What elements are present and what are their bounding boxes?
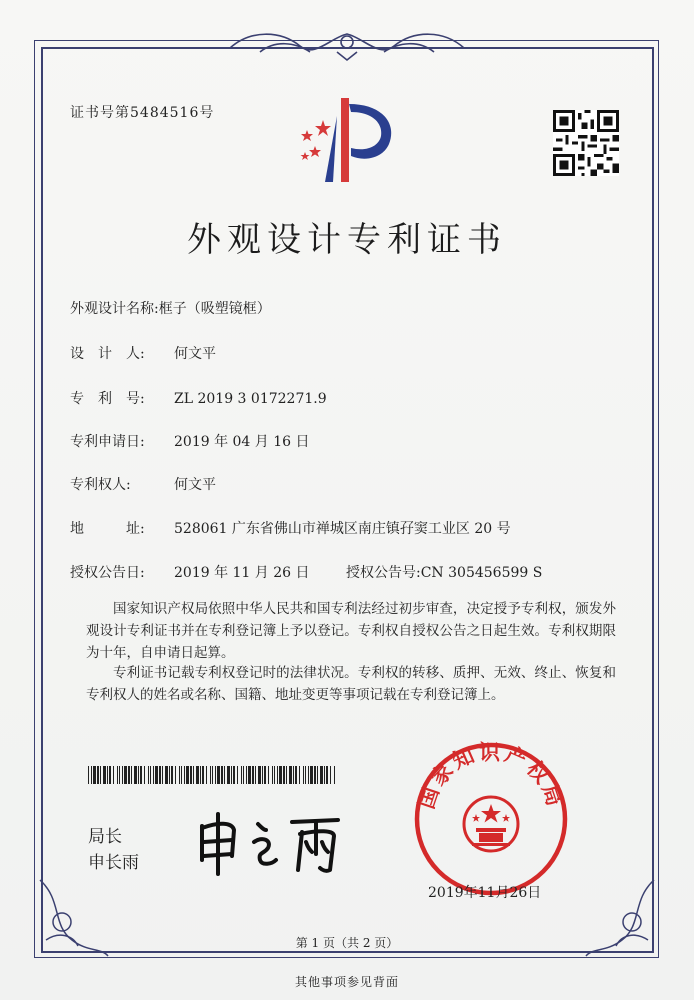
barcode-bar xyxy=(221,766,223,784)
barcode-bar xyxy=(93,766,96,784)
barcode-bar xyxy=(314,766,316,784)
barcode-bar xyxy=(231,766,232,784)
barcode-bar xyxy=(155,766,158,784)
barcode-bar xyxy=(320,766,323,784)
barcode-bar xyxy=(241,766,242,784)
barcode-bar xyxy=(140,766,142,784)
patent-number-label: 专 利 号: xyxy=(70,391,145,407)
barcode-bar xyxy=(210,766,211,784)
barcode-bar xyxy=(169,766,170,784)
barcode-bar xyxy=(91,766,92,784)
barcode-bar xyxy=(184,766,185,784)
barcode-bar xyxy=(202,766,204,784)
barcode-bar xyxy=(103,766,106,784)
barcode-bar xyxy=(243,766,244,784)
barcode-bar xyxy=(109,766,111,784)
barcode-bar xyxy=(97,766,99,784)
barcode-bar xyxy=(252,766,254,784)
cnipa-logo-icon xyxy=(293,96,403,184)
signatory-name: 申长雨 xyxy=(88,853,139,873)
barcode-bar xyxy=(122,766,123,784)
barcode-bar xyxy=(193,766,194,784)
barcode-bar xyxy=(317,766,318,784)
barcode-bar xyxy=(262,766,263,784)
qr-code xyxy=(553,110,619,176)
barcode-bar xyxy=(179,766,180,784)
design-name-value: 框子（吸塑镜框） xyxy=(158,301,271,317)
barcode-bar xyxy=(107,766,108,784)
barcode-bar xyxy=(181,766,182,784)
announcement-date-label: 授权公告日: xyxy=(70,565,145,581)
barcode-bar xyxy=(131,766,132,784)
barcode-bar xyxy=(88,766,89,784)
seal-text: 国家知识产权局 xyxy=(414,740,568,812)
barcode-bar xyxy=(274,766,275,784)
barcode-bar xyxy=(227,766,230,784)
patent-number-row xyxy=(70,388,327,408)
address-value: 528061 广东省佛山市禅城区南庄镇孖窦工业区 20 号 xyxy=(174,521,511,537)
barcode-bar xyxy=(200,766,201,784)
filing-date-label: 专利申请日: xyxy=(70,434,145,450)
barcode-bar xyxy=(119,766,120,784)
patentee-label: 专利权人: xyxy=(70,477,131,493)
barcode-bar xyxy=(293,766,294,784)
designer-value: 何文平 xyxy=(174,346,216,362)
barcode-bar xyxy=(215,766,216,784)
barcode-bar xyxy=(165,766,168,784)
barcode-bar xyxy=(268,766,269,784)
barcode-bar xyxy=(303,766,304,784)
patent-number-value: ZL 2019 3 0172271.9 xyxy=(174,391,327,407)
document-title: 外观设计专利证书 xyxy=(187,220,507,260)
filing-date-value: 2019 年 04 月 16 日 xyxy=(174,434,310,450)
signatory-role: 局长 xyxy=(88,827,122,847)
barcode-bar xyxy=(324,766,325,784)
barcode-bar xyxy=(206,766,207,784)
address-label: 地 址: xyxy=(70,521,145,537)
barcode-bar xyxy=(310,766,313,784)
barcode-bar xyxy=(237,766,238,784)
barcode-bar xyxy=(305,766,306,784)
barcode-bar xyxy=(171,766,173,784)
design-name-label: 外观设计名称: xyxy=(70,301,159,317)
barcode-bar xyxy=(124,766,127,784)
barcode-bar xyxy=(224,766,225,784)
barcode-bar xyxy=(150,766,151,784)
barcode-bar xyxy=(196,766,199,784)
patentee-row xyxy=(70,474,216,494)
barcode-bar xyxy=(162,766,163,784)
barcode-bar xyxy=(190,766,192,784)
barcode-bar xyxy=(330,766,331,784)
barcode-bar xyxy=(334,766,335,784)
barcode-bar xyxy=(248,766,251,784)
designer-row xyxy=(70,343,216,363)
seal-date: 2019年11月26日 xyxy=(428,885,542,901)
barcode-bar xyxy=(233,766,235,784)
barcode-bar xyxy=(186,766,189,784)
barcode-bar xyxy=(117,766,118,784)
filing-date-row xyxy=(70,431,310,451)
designer-label: 设 计 人: xyxy=(70,346,145,362)
announcement-number-value: CN 305456599 S xyxy=(420,565,543,581)
barcode-bar xyxy=(255,766,256,784)
announcement-number-row xyxy=(346,562,542,582)
barcode-bar xyxy=(175,766,176,784)
barcode-bar xyxy=(295,766,297,784)
barcode-bar xyxy=(212,766,213,784)
barcode-bar xyxy=(279,766,282,784)
announcement-number-label: 授权公告号: xyxy=(346,565,421,581)
certificate-number: 证书号第5484516号 xyxy=(70,105,215,121)
barcode-bar xyxy=(153,766,154,784)
design-name-row xyxy=(70,298,271,318)
barcode xyxy=(88,766,336,784)
footer-note: 其他事项参见背面 xyxy=(294,975,399,989)
barcode-bar xyxy=(100,766,101,784)
barcode-bar xyxy=(264,766,266,784)
page-number: 第 1 页（共 2 页） xyxy=(295,936,399,950)
barcode-bar xyxy=(113,766,114,784)
address-row xyxy=(70,518,511,538)
barcode-bar xyxy=(134,766,137,784)
barcode-bar xyxy=(286,766,287,784)
barcode-bar xyxy=(138,766,139,784)
svg-text:国家知识产权局 xyxy=(414,740,568,811)
official-seal xyxy=(412,740,570,898)
barcode-bar xyxy=(326,766,328,784)
barcode-bar xyxy=(258,766,261,784)
announcement-date-value: 2019 年 11 月 26 日 xyxy=(174,565,310,581)
barcode-bar xyxy=(159,766,161,784)
barcode-bar xyxy=(308,766,309,784)
barcode-bar xyxy=(272,766,273,784)
barcode-bar xyxy=(277,766,278,784)
barcode-bar xyxy=(283,766,285,784)
paragraph-legal-status: 专利证书记载专利权登记时的法律状况。专利权的转移、质押、无效、终止、恢复和专利权人的姓名或名称、国籍、地址变更等事项记载在专利登记簿上。 xyxy=(86,665,616,703)
barcode-bar xyxy=(217,766,220,784)
paragraph-grant: 国家知识产权局依照中华人民共和国专利法经过初步审查，决定授予专利权，颁发外观设计专利证书并在专利登记簿上予以登记。专利权自授权公告之日起生效。专利权期限为十年，自申请日起算。 xyxy=(86,601,616,661)
barcode-bar xyxy=(289,766,292,784)
barcode-bar xyxy=(246,766,247,784)
barcode-bar xyxy=(299,766,300,784)
barcode-bar xyxy=(128,766,130,784)
barcode-bar xyxy=(144,766,145,784)
announcement-date-row xyxy=(70,562,310,582)
handwritten-signature xyxy=(188,808,358,878)
barcode-bar xyxy=(148,766,149,784)
patentee-value: 何文平 xyxy=(174,477,216,493)
top-ornament xyxy=(220,28,474,62)
